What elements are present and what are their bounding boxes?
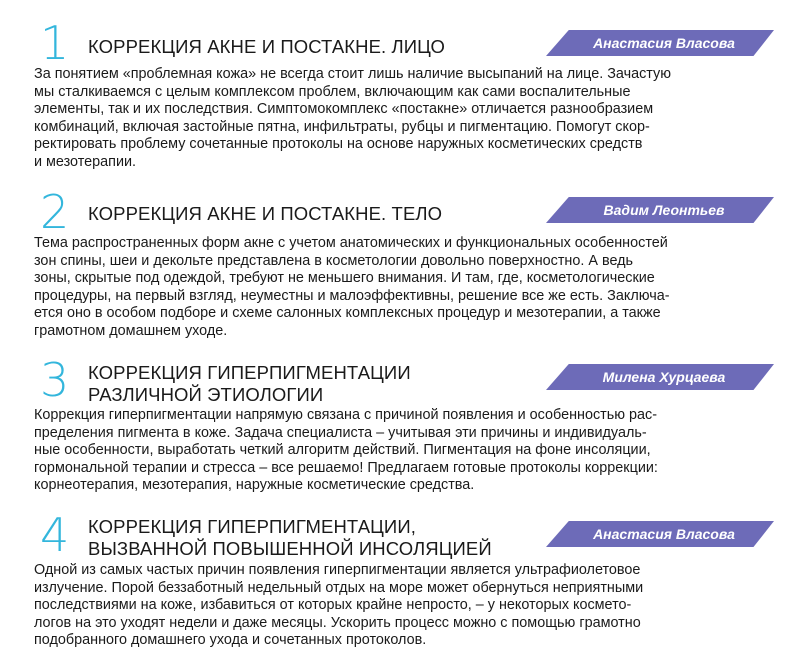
section-title <box>88 516 492 560</box>
section-title-line: КОРРЕКЦИЯ ГИПЕРПИГМЕНТАЦИИ, <box>88 516 416 537</box>
section-text <box>34 66 774 171</box>
author-name: Милена Хурцаева <box>602 369 726 385</box>
section-title-line: КОРРЕКЦИЯ АКНЕ И ПОСТАКНЕ. ЛИЦО <box>88 36 446 57</box>
section-title <box>88 36 445 58</box>
author-badge <box>546 521 774 547</box>
text-line: логов на это уходят недели и даже месяцы. Ускорить процесс можно с помощью грамотно <box>34 614 641 631</box>
section-number: 2 <box>40 185 70 239</box>
text-line: пределения пигмента в коже. Задача специалиста – учитывая эти причины и индивидуаль- <box>34 424 647 441</box>
section-title <box>88 362 411 406</box>
section-number: 4 <box>40 508 70 562</box>
section-text <box>34 407 774 495</box>
text-line: грамотном домашнем уходе. <box>34 322 228 339</box>
text-line: Одной из самых частых причин появления гиперпигментации является ультрафиолетовое <box>34 562 641 578</box>
text-line: подобранного домашнего ухода и сочетанных протоколов. <box>34 632 427 648</box>
author-name: Анастасия Власова <box>593 526 735 542</box>
text-line: корнеотерапия, мезотерапия, наружные косметические средства. <box>34 477 475 493</box>
author-name: Анастасия Власова <box>593 35 735 51</box>
section-number: 1 <box>40 16 70 70</box>
text-line: зон спины, шеи и декольте представлена в косметологии довольно поверхностно. А ведь <box>34 252 634 269</box>
section-number: 3 <box>40 353 70 407</box>
text-line: излучение. Порой беззаботный недельный отдых на море может обернуться неприятными <box>34 579 644 596</box>
text-line: комбинаций, включая застойные пятна, инфильтраты, рубцы и пигментацию. Помогут скор- <box>34 118 650 135</box>
section-title-line: ВЫЗВАННОЙ ПОВЫШЕННОЙ ИНСОЛЯЦИЕЙ <box>88 538 492 559</box>
section-title-line: КОРРЕКЦИЯ АКНЕ И ПОСТАКНЕ. ТЕЛО <box>88 203 443 224</box>
text-line: Тема распространенных форм акне с учетом анатомических и функциональных особенностей <box>34 235 668 251</box>
author-badge <box>546 364 774 390</box>
text-line: За понятием «проблемная кожа» не всегда стоит лишь наличие высыпаний на лице. Зачастую <box>34 66 672 82</box>
author-name: Вадим Леонтьев <box>603 202 725 218</box>
section-text <box>34 235 774 340</box>
text-line: Коррекция гиперпигментации напрямую связана с причиной появления и особенностью рас- <box>34 407 658 423</box>
text-line: ректировать проблему сочетанные протоколы на основе наружных косметических средств <box>34 136 643 152</box>
author-badge <box>546 30 774 56</box>
text-line: процедуры, на первый взгляд, неуместны и малоэффективны, решение все же есть. Заключа- <box>34 287 670 304</box>
section-text <box>34 562 774 650</box>
text-line: гормональной терапии и стресса – все решаемо! Предлагаем готовые протоколы коррекции: <box>34 459 658 476</box>
text-line: и мезотерапии. <box>34 153 137 170</box>
section-title-line: КОРРЕКЦИЯ ГИПЕРПИГМЕНТАЦИИ <box>88 362 411 383</box>
author-badge <box>546 197 774 223</box>
text-line: зоны, скрытые под одеждой, требуют не меньшего внимания. И там, где, косметологические <box>34 270 655 286</box>
section-title <box>88 203 442 225</box>
section-title-line: РАЗЛИЧНОЙ ЭТИОЛОГИИ <box>88 384 324 405</box>
text-line: мы сталкиваемся с целым комплексом проблем, включающим как сами воспалительные <box>34 83 631 100</box>
text-line: последствиями на коже, избавиться от которых крайне непросто, – у некоторых космето- <box>34 597 632 613</box>
text-line: ется оно в особом подборе и схеме салонных комплексных процедур и мезотерапии, а также <box>34 305 661 321</box>
text-line: элементы, так и их последствия. Симптомокомплекс «постакне» отличается разнообразием <box>34 101 654 117</box>
text-line: ные особенности, выработать четкий алгоритм действий. Пигментация на фоне инсоляции, <box>34 442 651 458</box>
